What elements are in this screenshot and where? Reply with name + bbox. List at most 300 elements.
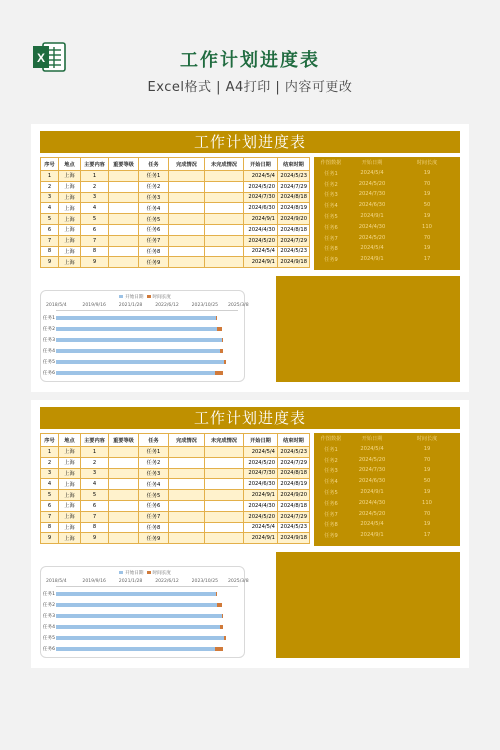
table-cell[interactable]: 2024/7/29 — [278, 235, 310, 246]
table-cell[interactable]: 8 — [41, 246, 59, 257]
start-date-bar — [56, 614, 222, 618]
chart-data-cell: 任务7 — [324, 511, 338, 518]
table-cell[interactable] — [205, 181, 244, 192]
table-cell[interactable] — [109, 468, 139, 479]
duration-bar — [220, 349, 224, 353]
table-cell[interactable]: 上海 — [59, 203, 81, 214]
legend-swatch — [147, 571, 151, 574]
table-row — [41, 257, 310, 268]
table-cell[interactable]: 上海 — [59, 490, 81, 501]
chart-data-cell: 50 — [423, 202, 431, 209]
chart-data-cell: 19 — [423, 245, 431, 252]
column-header: 重要等级 — [109, 434, 139, 447]
chart-data-row — [314, 487, 460, 498]
chart-data-row — [314, 222, 460, 233]
table-cell[interactable]: 2024/5/4 — [244, 246, 278, 257]
table-cell[interactable]: 1 — [81, 447, 109, 458]
sheet-title: 工作计划进度表 — [40, 131, 460, 153]
table-cell[interactable] — [109, 533, 139, 544]
table-cell[interactable]: 任务5 — [139, 214, 169, 225]
chart-data-cell: 2024/5/4 — [360, 521, 384, 528]
table-cell[interactable] — [205, 235, 244, 246]
chart-data-panel — [314, 433, 460, 546]
y-tick-label: 任务1 — [42, 592, 55, 597]
x-tick-label: 2022/6/12 — [155, 303, 179, 308]
table-cell[interactable]: 7 — [81, 235, 109, 246]
start-date-bar — [56, 360, 224, 364]
table-cell[interactable]: 6 — [81, 500, 109, 511]
table-cell[interactable] — [205, 457, 244, 468]
chart-data-cell: 时间长度 — [416, 436, 438, 442]
sheet-preview-1 — [31, 124, 469, 392]
chart-data-cell: 2024/5/4 — [360, 245, 384, 252]
chart-data-cell: 任务5 — [324, 490, 338, 496]
y-tick-label: 任务4 — [42, 625, 55, 630]
chart-data-row — [314, 498, 460, 509]
table-cell[interactable]: 上海 — [59, 181, 81, 192]
table-cell[interactable] — [205, 224, 244, 235]
table-cell[interactable] — [205, 203, 244, 214]
chart-data-cell: 19 — [423, 191, 431, 198]
chart-data-cell: 任务3 — [324, 192, 338, 199]
duration-bar — [222, 338, 224, 342]
table-cell[interactable] — [169, 192, 205, 203]
table-row — [41, 171, 310, 182]
start-date-bar — [56, 603, 217, 607]
chart-bar-row — [41, 602, 246, 612]
table-cell[interactable]: 4 — [81, 203, 109, 214]
table-cell[interactable]: 2024/9/18 — [278, 533, 310, 544]
table-cell[interactable]: 2024/9/1 — [244, 533, 278, 544]
y-tick-label: 任务2 — [42, 603, 55, 608]
table-cell[interactable] — [205, 468, 244, 479]
table-row — [41, 214, 310, 225]
table-cell[interactable]: 任务4 — [139, 479, 169, 490]
table-cell[interactable] — [109, 181, 139, 192]
table-cell[interactable] — [205, 500, 244, 511]
duration-bar — [217, 603, 222, 607]
table-cell[interactable]: 2024/6/30 — [244, 479, 278, 490]
table-cell[interactable] — [169, 511, 205, 522]
duration-bar — [216, 592, 218, 596]
chart-bar-row — [41, 326, 246, 336]
table-cell[interactable]: 9 — [81, 257, 109, 268]
table-cell[interactable]: 上海 — [59, 214, 81, 225]
table-body — [41, 447, 310, 544]
chart-legend — [41, 294, 246, 300]
table-cell[interactable] — [205, 522, 244, 533]
x-tick-label: 2023/10/25 — [191, 303, 219, 308]
table-cell[interactable]: 任务8 — [139, 522, 169, 533]
chart-data-cell: 19 — [423, 521, 431, 528]
gantt-chart — [40, 566, 249, 658]
table-row — [41, 490, 310, 501]
table-cell[interactable] — [109, 214, 139, 225]
legend-swatch — [147, 295, 151, 298]
chart-data-cell: 70 — [423, 234, 431, 241]
chart-data-row — [314, 189, 460, 200]
table-cell[interactable]: 1 — [81, 171, 109, 182]
table-cell[interactable]: 2024/5/23 — [278, 246, 310, 257]
table-cell[interactable]: 2024/8/19 — [278, 203, 310, 214]
table-cell[interactable] — [169, 533, 205, 544]
start-date-bar — [56, 636, 224, 640]
table-cell[interactable]: 任务9 — [139, 533, 169, 544]
table-cell[interactable]: 2024/5/23 — [278, 522, 310, 533]
chart-data-cell: 2024/7/30 — [358, 191, 386, 198]
table-cell[interactable]: 3 — [81, 192, 109, 203]
column-header: 结束时期 — [278, 158, 310, 171]
chart-data-cell: 19 — [423, 169, 431, 176]
task-table — [40, 157, 310, 268]
chart-data-cell: 2024/4/30 — [358, 223, 386, 230]
legend-swatch — [119, 295, 123, 298]
table-cell[interactable]: 上海 — [59, 192, 81, 203]
table-cell[interactable]: 任务2 — [139, 181, 169, 192]
legend-label: 时间长度 — [152, 571, 171, 576]
table-cell[interactable]: 上海 — [59, 479, 81, 490]
chart-bar-row — [41, 624, 246, 634]
chart-x-axis — [56, 310, 238, 311]
table-cell[interactable]: 任务3 — [139, 468, 169, 479]
table-cell[interactable] — [109, 447, 139, 458]
table-cell[interactable]: 2024/5/20 — [244, 235, 278, 246]
table-cell[interactable]: 7 — [41, 511, 59, 522]
table-cell[interactable] — [109, 192, 139, 203]
chart-data-cell: 任务4 — [324, 203, 338, 210]
chart-data-header — [314, 433, 460, 444]
table-cell[interactable] — [169, 171, 205, 182]
table-cell[interactable] — [169, 214, 205, 225]
chart-data-cell: 作图数据 — [320, 160, 342, 166]
x-tick-label: 2025/3/8 — [228, 303, 249, 308]
table-row — [41, 447, 310, 458]
chart-data-row — [314, 519, 460, 530]
table-cell[interactable]: 4 — [41, 203, 59, 214]
chart-data-cell: 作图数据 — [320, 436, 342, 442]
page-header — [0, 0, 500, 118]
table-row — [41, 246, 310, 257]
chart-data-cell: 任务7 — [324, 235, 338, 242]
chart-bar-row — [41, 613, 246, 623]
table-cell[interactable]: 2 — [81, 457, 109, 468]
table-cell[interactable]: 上海 — [59, 522, 81, 533]
table-cell[interactable] — [205, 533, 244, 544]
chart-data-cell: 110 — [422, 223, 432, 230]
table-cell[interactable]: 任务3 — [139, 192, 169, 203]
table-cell[interactable] — [169, 490, 205, 501]
chart-x-axis — [56, 586, 238, 587]
table-cell[interactable] — [205, 479, 244, 490]
table-cell[interactable] — [205, 192, 244, 203]
table-cell[interactable]: 3 — [41, 192, 59, 203]
table-cell[interactable]: 6 — [41, 500, 59, 511]
column-header: 开始日期 — [244, 434, 278, 447]
chart-data-cell: 2024/5/20 — [358, 180, 386, 187]
table-cell[interactable]: 任务7 — [139, 511, 169, 522]
column-header: 未完成情况 — [205, 434, 244, 447]
table-cell[interactable] — [205, 246, 244, 257]
table-cell[interactable]: 2024/9/1 — [244, 490, 278, 501]
table-cell[interactable]: 1 — [41, 447, 59, 458]
table-cell[interactable] — [109, 224, 139, 235]
table-cell[interactable] — [109, 479, 139, 490]
table-cell[interactable] — [109, 235, 139, 246]
table-cell[interactable]: 9 — [81, 533, 109, 544]
chart-data-cell: 17 — [423, 532, 431, 539]
table-cell[interactable] — [169, 246, 205, 257]
column-header: 序号 — [41, 434, 59, 447]
table-cell[interactable]: 2024/4/30 — [244, 224, 278, 235]
table-cell[interactable] — [109, 203, 139, 214]
gold-placeholder-block — [276, 552, 460, 658]
y-tick-label: 任务6 — [42, 647, 55, 652]
table-cell[interactable]: 1 — [41, 171, 59, 182]
x-tick-label: 2018/5/4 — [46, 303, 67, 308]
column-header: 主要内容 — [81, 434, 109, 447]
page-title: 工作计划进度表 — [180, 50, 320, 71]
column-header: 开始日期 — [244, 158, 278, 171]
table-cell[interactable]: 任务7 — [139, 235, 169, 246]
column-header: 主要内容 — [81, 158, 109, 171]
table-header-row — [41, 158, 310, 171]
table-cell[interactable]: 9 — [41, 533, 59, 544]
table-cell[interactable]: 上海 — [59, 500, 81, 511]
duration-bar — [220, 625, 224, 629]
chart-data-cell: 2024/6/30 — [358, 202, 386, 209]
table-cell[interactable]: 2024/9/1 — [244, 214, 278, 225]
table-cell[interactable] — [205, 257, 244, 268]
y-tick-label: 任务6 — [42, 371, 55, 376]
table-cell[interactable] — [205, 511, 244, 522]
chart-data-cell: 任务2 — [324, 181, 338, 188]
chart-bar-row — [41, 370, 246, 380]
gantt-chart — [40, 290, 249, 382]
chart-data-cell: 任务2 — [324, 457, 338, 464]
table-cell[interactable]: 上海 — [59, 533, 81, 544]
table-cell[interactable]: 2 — [81, 181, 109, 192]
chart-data-cell: 2024/9/1 — [360, 532, 384, 539]
table-cell[interactable]: 2024/7/29 — [278, 511, 310, 522]
table-cell[interactable] — [169, 500, 205, 511]
table-cell[interactable]: 7 — [81, 511, 109, 522]
column-header: 序号 — [41, 158, 59, 171]
table-cell[interactable]: 2024/9/20 — [278, 490, 310, 501]
chart-data-cell: 110 — [422, 499, 432, 506]
table-cell[interactable] — [169, 457, 205, 468]
chart-bar-row — [41, 646, 246, 656]
svg-text:X: X — [36, 51, 46, 65]
table-cell[interactable]: 任务2 — [139, 457, 169, 468]
table-row — [41, 500, 310, 511]
table-cell[interactable]: 上海 — [59, 246, 81, 257]
start-date-bar — [56, 647, 215, 651]
table-cell[interactable] — [109, 500, 139, 511]
table-cell[interactable]: 任务6 — [139, 500, 169, 511]
table-cell[interactable]: 2024/5/20 — [244, 181, 278, 192]
table-cell[interactable] — [109, 171, 139, 182]
table-cell[interactable]: 2 — [41, 181, 59, 192]
chart-data-row — [314, 530, 460, 541]
table-row — [41, 457, 310, 468]
table-cell[interactable]: 2024/5/4 — [244, 171, 278, 182]
table-cell[interactable] — [169, 447, 205, 458]
table-cell[interactable]: 任务8 — [139, 246, 169, 257]
table-cell[interactable]: 5 — [41, 214, 59, 225]
chart-data-cell: 2024/6/30 — [358, 478, 386, 485]
table-cell[interactable] — [109, 511, 139, 522]
table-cell[interactable]: 2024/7/29 — [278, 457, 310, 468]
table-cell[interactable]: 6 — [41, 224, 59, 235]
column-header: 地点 — [59, 434, 81, 447]
duration-bar — [224, 636, 226, 640]
table-cell[interactable] — [169, 181, 205, 192]
table-cell[interactable] — [109, 522, 139, 533]
table-cell[interactable] — [205, 171, 244, 182]
chart-data-row — [314, 455, 460, 466]
y-tick-label: 任务1 — [42, 316, 55, 321]
x-tick-label: 2019/9/16 — [82, 303, 106, 308]
column-header: 任务 — [139, 434, 169, 447]
table-cell[interactable]: 任务6 — [139, 224, 169, 235]
table-cell[interactable] — [169, 522, 205, 533]
table-cell[interactable] — [205, 214, 244, 225]
table-cell[interactable] — [169, 203, 205, 214]
table-cell[interactable]: 2024/9/18 — [278, 257, 310, 268]
table-cell[interactable]: 上海 — [59, 257, 81, 268]
table-cell[interactable]: 2024/6/30 — [244, 203, 278, 214]
table-cell[interactable]: 2024/4/30 — [244, 500, 278, 511]
table-cell[interactable]: 2024/5/23 — [278, 447, 310, 458]
table-cell[interactable] — [169, 468, 205, 479]
table-cell[interactable]: 任务4 — [139, 203, 169, 214]
table-cell[interactable] — [169, 224, 205, 235]
task-table — [40, 433, 310, 544]
chart-data-cell: 2024/5/20 — [358, 510, 386, 517]
table-cell[interactable]: 2024/9/1 — [244, 257, 278, 268]
y-tick-label: 任务3 — [42, 338, 55, 343]
table-cell[interactable]: 2024/7/29 — [278, 181, 310, 192]
table-cell[interactable]: 5 — [41, 490, 59, 501]
table-cell[interactable]: 2024/5/20 — [244, 457, 278, 468]
table-cell[interactable] — [109, 457, 139, 468]
chart-data-cell: 2024/5/4 — [360, 445, 384, 452]
table-cell[interactable]: 9 — [41, 257, 59, 268]
table-cell[interactable]: 上海 — [59, 457, 81, 468]
table-cell[interactable] — [109, 246, 139, 257]
table-cell[interactable]: 上海 — [59, 235, 81, 246]
table-cell[interactable]: 8 — [41, 522, 59, 533]
table-cell[interactable]: 2024/5/4 — [244, 522, 278, 533]
table-cell[interactable] — [169, 479, 205, 490]
table-header-row — [41, 434, 310, 447]
chart-data-cell: 2024/5/20 — [358, 456, 386, 463]
table-cell[interactable]: 2 — [41, 457, 59, 468]
table-row — [41, 479, 310, 490]
table-cell[interactable] — [169, 257, 205, 268]
table-cell[interactable]: 5 — [81, 490, 109, 501]
table-cell[interactable]: 2024/8/19 — [278, 479, 310, 490]
column-header: 重要等级 — [109, 158, 139, 171]
table-cell[interactable]: 3 — [41, 468, 59, 479]
start-date-bar — [56, 349, 220, 353]
table-cell[interactable]: 上海 — [59, 447, 81, 458]
table-cell[interactable] — [169, 235, 205, 246]
table-row — [41, 235, 310, 246]
chart-data-cell: 19 — [423, 467, 431, 474]
chart-data-cell: 2024/9/1 — [360, 213, 384, 219]
table-cell[interactable]: 2024/8/18 — [278, 468, 310, 479]
table-cell[interactable] — [109, 257, 139, 268]
table-cell[interactable]: 4 — [41, 479, 59, 490]
x-tick-label: 2022/6/12 — [155, 579, 179, 584]
table-cell[interactable]: 上海 — [59, 511, 81, 522]
table-cell[interactable]: 上海 — [59, 468, 81, 479]
x-tick-label: 2018/5/4 — [46, 579, 67, 584]
table-cell[interactable]: 5 — [81, 214, 109, 225]
table-cell[interactable] — [109, 490, 139, 501]
x-tick-label: 2019/9/16 — [82, 579, 106, 584]
page-subtitle: Excel格式 | A4打印 | 内容可更改 — [147, 80, 353, 95]
table-cell[interactable]: 2024/7/30 — [244, 468, 278, 479]
chart-bar-row — [41, 348, 246, 358]
table-cell[interactable]: 6 — [81, 224, 109, 235]
table-cell[interactable]: 2024/8/18 — [278, 192, 310, 203]
x-tick-label: 2023/10/25 — [191, 579, 219, 584]
legend-label: 时间长度 — [152, 295, 171, 300]
chart-data-cell: 2024/5/4 — [360, 169, 384, 176]
table-cell[interactable]: 8 — [81, 246, 109, 257]
chart-data-row — [314, 243, 460, 254]
table-cell[interactable]: 任务5 — [139, 490, 169, 501]
table-cell[interactable]: 任务1 — [139, 171, 169, 182]
table-cell[interactable]: 任务1 — [139, 447, 169, 458]
x-tick-label: 2021/1/28 — [118, 303, 143, 308]
table-row — [41, 533, 310, 544]
legend-label: 开始日期 — [125, 295, 144, 300]
table-cell[interactable]: 上海 — [59, 171, 81, 182]
start-date-bar — [56, 338, 222, 342]
chart-bar-row — [41, 315, 246, 325]
table-cell[interactable]: 2024/5/20 — [244, 511, 278, 522]
chart-data-row — [314, 509, 460, 520]
table-cell[interactable]: 2024/5/23 — [278, 171, 310, 182]
start-date-bar — [56, 371, 215, 375]
chart-bar-row — [41, 359, 246, 369]
column-header: 地点 — [59, 158, 81, 171]
chart-data-cell: 19 — [423, 489, 431, 495]
column-header: 完成情况 — [169, 434, 205, 447]
table-cell[interactable]: 8 — [81, 522, 109, 533]
table-cell[interactable]: 3 — [81, 468, 109, 479]
table-cell[interactable]: 7 — [41, 235, 59, 246]
table-cell[interactable]: 2024/8/18 — [278, 224, 310, 235]
table-cell[interactable] — [205, 447, 244, 458]
duration-bar — [222, 614, 224, 618]
legend-label: 开始日期 — [125, 571, 144, 576]
table-cell[interactable] — [205, 490, 244, 501]
table-cell[interactable]: 任务9 — [139, 257, 169, 268]
table-cell[interactable]: 2024/8/18 — [278, 500, 310, 511]
table-cell[interactable]: 4 — [81, 479, 109, 490]
table-cell[interactable]: 2024/5/4 — [244, 447, 278, 458]
column-header: 任务 — [139, 158, 169, 171]
table-cell[interactable]: 2024/9/20 — [278, 214, 310, 225]
chart-data-cell: 2024/7/30 — [358, 467, 386, 474]
table-cell[interactable]: 上海 — [59, 224, 81, 235]
table-cell[interactable]: 2024/7/30 — [244, 192, 278, 203]
chart-data-row — [314, 444, 460, 455]
